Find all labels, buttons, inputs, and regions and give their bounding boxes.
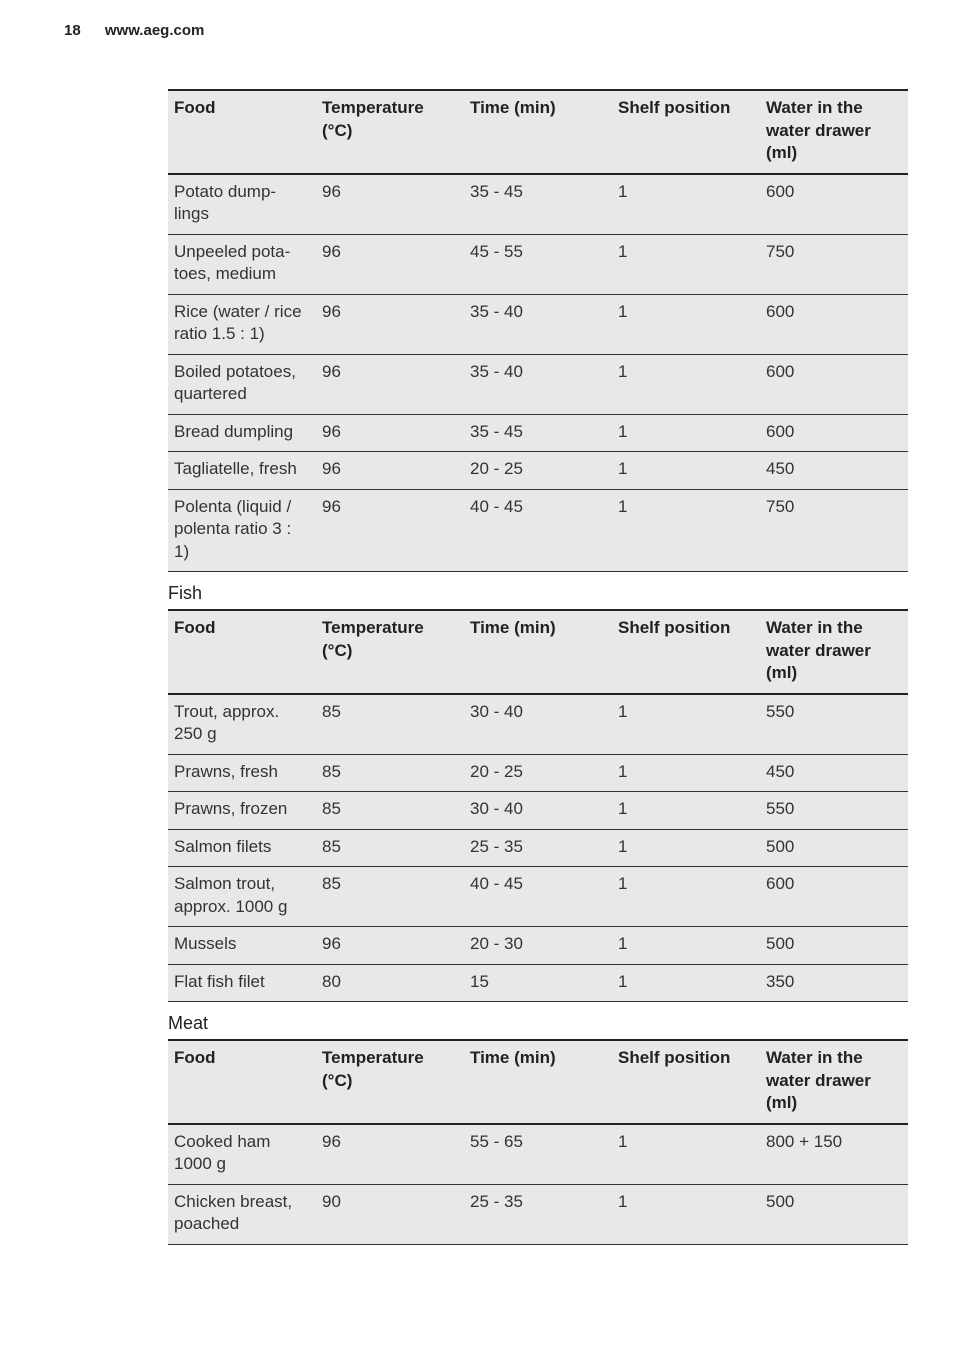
steam-table-section-meat xyxy=(168,1039,908,1245)
table-row xyxy=(168,867,908,927)
col-header-food: Food xyxy=(168,1040,316,1124)
col-header-temperature: Temperature (°C) xyxy=(316,610,464,694)
col-header-water: Water in the water drawer (ml) xyxy=(760,610,908,694)
table-row xyxy=(168,964,908,1002)
cell-temperature: 96 xyxy=(316,174,464,235)
section-title-meat: Meat xyxy=(168,1013,209,1033)
cell-water: 750 xyxy=(760,489,908,572)
cell-temperature: 85 xyxy=(316,867,464,927)
cell-food: Potato dump-lings xyxy=(168,174,316,235)
cell-water: 500 xyxy=(760,1184,908,1244)
table-row xyxy=(168,489,908,572)
cell-time: 15 xyxy=(464,964,612,1002)
col-header-water: Water in the water drawer (ml) xyxy=(760,90,908,174)
col-header-shelf: Shelf position xyxy=(612,610,760,694)
cell-time: 45 - 55 xyxy=(464,234,612,294)
table-row xyxy=(168,792,908,830)
cell-food: Bread dumpling xyxy=(168,414,316,452)
table-row xyxy=(168,452,908,490)
table-row xyxy=(168,1184,908,1244)
cell-shelf: 1 xyxy=(612,174,760,235)
cell-temperature: 96 xyxy=(316,234,464,294)
table-row xyxy=(168,354,908,414)
table-row xyxy=(168,414,908,452)
section-title-fish: Fish xyxy=(168,583,203,603)
cell-water: 800 + 150 xyxy=(760,1124,908,1185)
cell-food: Chicken breast, poached xyxy=(168,1184,316,1244)
cell-time: 20 - 25 xyxy=(464,754,612,792)
cell-food: Salmon filets xyxy=(168,829,316,867)
table-row xyxy=(168,174,908,235)
table-row xyxy=(168,829,908,867)
cell-shelf: 1 xyxy=(612,294,760,354)
cell-shelf: 1 xyxy=(612,234,760,294)
table-header-row xyxy=(168,610,908,694)
cell-temperature: 96 xyxy=(316,927,464,965)
cell-water: 550 xyxy=(760,694,908,755)
cell-shelf: 1 xyxy=(612,754,760,792)
cell-shelf: 1 xyxy=(612,452,760,490)
cell-water: 750 xyxy=(760,234,908,294)
cell-time: 30 - 40 xyxy=(464,694,612,755)
cell-time: 35 - 40 xyxy=(464,354,612,414)
cell-food: Prawns, fresh xyxy=(168,754,316,792)
cell-time: 20 - 25 xyxy=(464,452,612,490)
cell-water: 550 xyxy=(760,792,908,830)
cell-time: 35 - 45 xyxy=(464,414,612,452)
cell-water: 600 xyxy=(760,354,908,414)
cell-shelf: 1 xyxy=(612,829,760,867)
cell-time: 40 - 45 xyxy=(464,867,612,927)
col-header-food: Food xyxy=(168,90,316,174)
cell-time: 25 - 35 xyxy=(464,829,612,867)
col-header-shelf: Shelf position xyxy=(612,90,760,174)
steam-table-section-0 xyxy=(168,89,908,572)
cell-temperature: 96 xyxy=(316,489,464,572)
cell-temperature: 90 xyxy=(316,1184,464,1244)
cell-water: 500 xyxy=(760,829,908,867)
cell-temperature: 96 xyxy=(316,294,464,354)
page-number: 18 xyxy=(64,22,81,39)
col-header-time: Time (min) xyxy=(464,1040,612,1124)
cell-shelf: 1 xyxy=(612,964,760,1002)
cell-water: 350 xyxy=(760,964,908,1002)
cell-water: 600 xyxy=(760,414,908,452)
cell-temperature: 96 xyxy=(316,414,464,452)
cell-shelf: 1 xyxy=(612,414,760,452)
cell-food: Flat fish filet xyxy=(168,964,316,1002)
cell-food: Cooked ham 1000 g xyxy=(168,1124,316,1185)
table-header-row xyxy=(168,90,908,174)
cell-time: 30 - 40 xyxy=(464,792,612,830)
col-header-temperature: Temperature (°C) xyxy=(316,1040,464,1124)
cell-food: Trout, approx. 250 g xyxy=(168,694,316,755)
cell-water: 600 xyxy=(760,174,908,235)
col-header-water: Water in the water drawer (ml) xyxy=(760,1040,908,1124)
page-header xyxy=(64,22,204,39)
cell-shelf: 1 xyxy=(612,1124,760,1185)
cell-time: 35 - 45 xyxy=(464,174,612,235)
cell-food: Prawns, frozen xyxy=(168,792,316,830)
cell-food: Mussels xyxy=(168,927,316,965)
cell-shelf: 1 xyxy=(612,354,760,414)
cell-water: 450 xyxy=(760,452,908,490)
cell-food: Tagliatelle, fresh xyxy=(168,452,316,490)
steam-table-section-fish xyxy=(168,609,908,1002)
cell-temperature: 80 xyxy=(316,964,464,1002)
cell-water: 600 xyxy=(760,294,908,354)
table-row xyxy=(168,694,908,755)
cell-water: 450 xyxy=(760,754,908,792)
cell-shelf: 1 xyxy=(612,792,760,830)
col-header-food: Food xyxy=(168,610,316,694)
cell-temperature: 96 xyxy=(316,452,464,490)
table-row xyxy=(168,234,908,294)
cell-temperature: 85 xyxy=(316,754,464,792)
cell-food: Rice (water / rice ratio 1.5 : 1) xyxy=(168,294,316,354)
col-header-temperature: Temperature (°C) xyxy=(316,90,464,174)
table-row xyxy=(168,294,908,354)
cell-time: 20 - 30 xyxy=(464,927,612,965)
cell-temperature: 85 xyxy=(316,792,464,830)
cell-water: 500 xyxy=(760,927,908,965)
col-header-shelf: Shelf position xyxy=(612,1040,760,1124)
table-row xyxy=(168,1124,908,1185)
cell-shelf: 1 xyxy=(612,489,760,572)
cell-shelf: 1 xyxy=(612,867,760,927)
cell-time: 25 - 35 xyxy=(464,1184,612,1244)
col-header-time: Time (min) xyxy=(464,90,612,174)
cell-temperature: 85 xyxy=(316,829,464,867)
tables-container xyxy=(168,89,908,1245)
table-header-row xyxy=(168,1040,908,1124)
site-url: www.aeg.com xyxy=(104,22,205,39)
table-row xyxy=(168,927,908,965)
cell-temperature: 96 xyxy=(316,1124,464,1185)
cell-shelf: 1 xyxy=(612,927,760,965)
cell-time: 35 - 40 xyxy=(464,294,612,354)
cell-temperature: 85 xyxy=(316,694,464,755)
cell-shelf: 1 xyxy=(612,694,760,755)
cell-food: Polenta (liquid / polenta ratio 3 : 1) xyxy=(168,489,316,572)
cell-time: 40 - 45 xyxy=(464,489,612,572)
cell-food: Salmon trout, approx. 1000 g xyxy=(168,867,316,927)
col-header-time: Time (min) xyxy=(464,610,612,694)
cell-temperature: 96 xyxy=(316,354,464,414)
cell-food: Boiled potatoes, quartered xyxy=(168,354,316,414)
cell-food: Unpeeled pota-toes, medium xyxy=(168,234,316,294)
table-row xyxy=(168,754,908,792)
cell-water: 600 xyxy=(760,867,908,927)
cell-time: 55 - 65 xyxy=(464,1124,612,1185)
cell-shelf: 1 xyxy=(612,1184,760,1244)
